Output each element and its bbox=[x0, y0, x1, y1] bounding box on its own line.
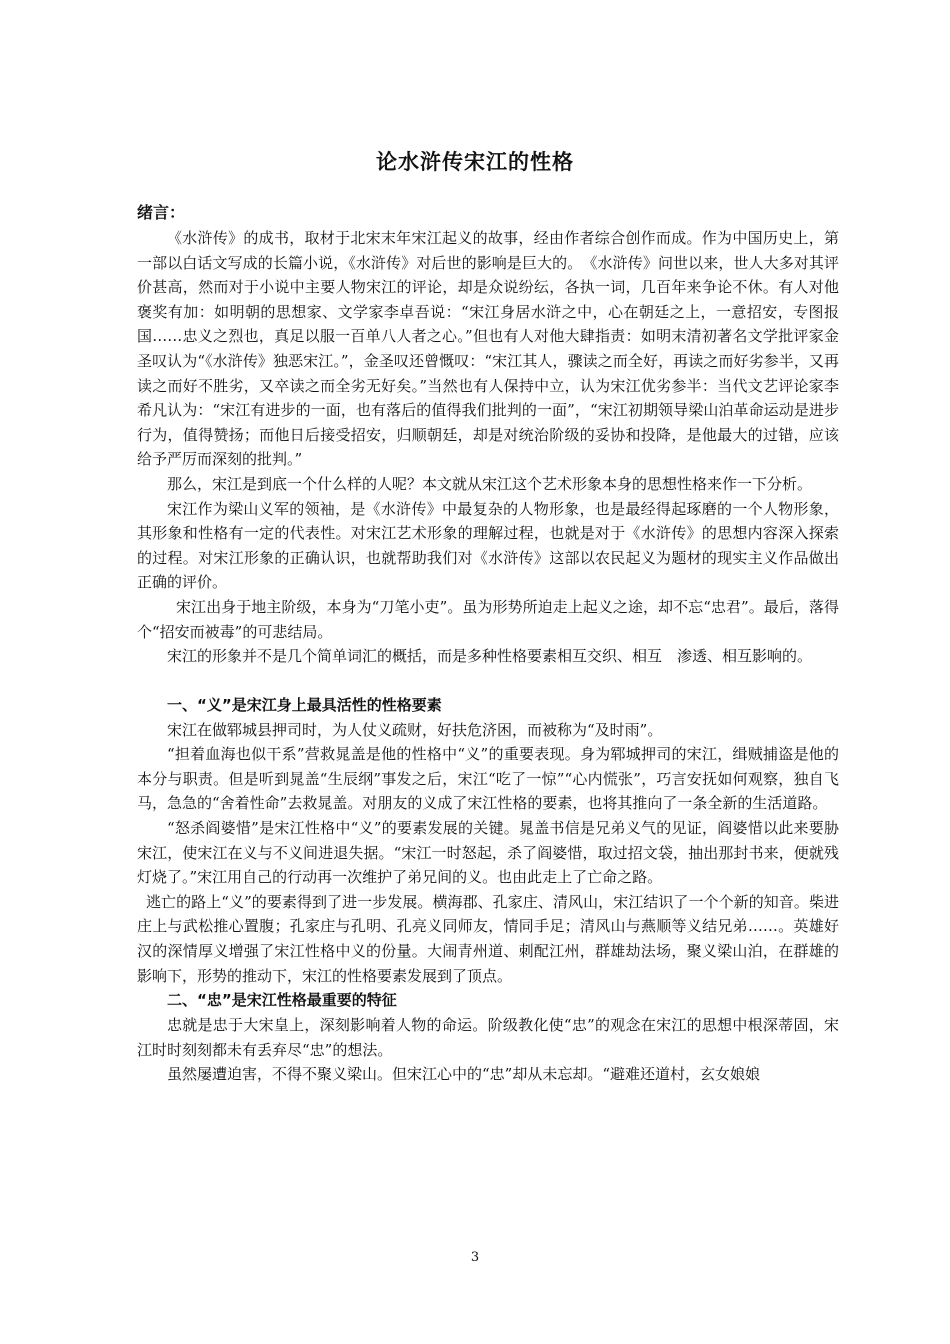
section-spacer bbox=[137, 669, 839, 693]
section-2-paragraph-2: 虽然屡遭迫害，不得不聚义梁山。但宋江心中的“忠”却从未忘却。“避难还道村，玄女娘娘 bbox=[167, 1065, 761, 1084]
intro-heading: 绪言： bbox=[137, 203, 186, 222]
section-1-paragraph-1: 宋江在做郓城县押司时，为人仗义疏财，好扶危济困，而被称为“及时雨”。 bbox=[167, 720, 663, 739]
intro-paragraph-3: 宋江作为梁山义军的领袖，是《水浒传》中最复杂的人物形象，也是最经得起琢磨的一个人物形象，其形象和性格有一定的代表性。对宋江艺术形象的理解过程，也就是对于《水浒传》的思想内容深入探索的过程。对宋江形象的正确认识，也就帮助我们对《水浒传》这部以农民起义为题材的现实主义作品做出正确的评价。 bbox=[137, 499, 839, 592]
document-body bbox=[137, 200, 839, 1087]
intro-paragraph-1: 《水浒传》的成书，取材于北宋末年宋江起义的故事，经由作者综合创作而成。作为中国历史上，第一部以白话文写成的长篇小说，《水浒传》对后世的影响是巨大的。 《水浒传》问世以来，世人大多对其评价甚高，然而对于小说中主要人物宋江的评论，却是众说纷纭，各执一词，几百年来争论不休。有人对他褒奖有加：如明朝的思想家、文学家李卓吾说：“宋江身居水浒之中，心在朝廷之上，一意招安，专图报国……忠义之烈也，真足以服一百单八人者之心。”但也有人对他大肆指责：如明末清初著名文学批评家金圣叹认为“《水浒传》独恶宋江。”，金圣叹还曾慨叹：“宋江其人，骤读之而全好，再读之而好劣参半，又再读之而好不胜劣，又卒读之而全劣无好矣。”当然也有人保持中立，认为宋江优劣参半：当代文艺评论家李希凡认为：“宋江有进步的一面，也有落后的值得我们批判的一面”，“宋江初期领导梁山泊革命运动是进步行为，值得赞扬；而他日后接受招安，归顺朝廷，却是对统治阶级的妥协和投降，是他最大的过错，应该给予严厉而深刻的批判。” bbox=[137, 229, 839, 469]
intro-paragraph-2: 那么，宋江是到底一个什么样的人呢？本文就从宋江这个艺术形象本身的思想性格来作一下分析。 bbox=[167, 474, 813, 493]
document-title: 论水浒传宋江的性格 bbox=[376, 150, 574, 174]
section-1-heading: 一、“义”是宋江身上最具活性的性格要素 bbox=[167, 695, 442, 714]
section-1-paragraph-4: 逃亡的路上“义”的要素得到了进一步发展。横海郡、孔家庄、清风山，宋江结识了一个个新的知音。柴进庄上与武松推心置腹；孔家庄与孔明、孔亮义同师友，情同手足；清风山与燕顺等义结兄弟……。英雄好汉的深情厚义增强了宋江性格中义的份量。大闹青州道、刺配江州，群雄劫法场，聚义梁山泊，在群雄的影响下，形势的推动下，宋江的性格要素发展到了顶点。 bbox=[137, 892, 839, 985]
section-2-paragraph-1: 忠就是忠于大宋皇上，深刻影响着人物的命运。阶级教化使“忠”的观念在宋江的思想中根深蒂固，宋江时时刻刻都未有丢弃尽“忠”的想法。 bbox=[137, 1016, 839, 1059]
page-number: 3 bbox=[470, 1250, 480, 1265]
intro-paragraph-4: 宋江出身于地主阶级，本身为“刀笔小吏”。虽为形势所迫走上起义之途，却不忘“忠君”。最后，落得个“招安而被毒”的可悲结局。 bbox=[137, 597, 839, 641]
section-1-paragraph-2: “担着血海也似干系”营救晁盖是他的性格中“义”的重要表现。身为郓城押司的宋江，缉贼捕盗是他的本分与职责。但是听到晁盖“生辰纲”事发之后，宋江“吃了一惊”“心内慌张”，巧言安抚如何观察，独自飞马，急急的“舍着性命”去救晁盖。对朋友的义成了宋江性格的要素，也将其推向了一条全新的生活道路。 bbox=[137, 745, 839, 813]
section-2-heading: 二、“忠”是宋江性格最重要的特征 bbox=[167, 991, 397, 1010]
intro-paragraph-5: 宋江的形象并不是几个简单词汇的概括，而是多种性格要素相互交织、相互 渗透、相互影响的。 bbox=[167, 647, 813, 666]
section-1-paragraph-3: “怒杀阎婆惜”是宋江性格中“义”的要素发展的关键。晁盖书信是兄弟义气的见证，阎婆惜以此来要胁宋江，使宋江在义与不义间进退失据。“宋江一时怒起，杀了阎婆惜，取过招文袋，抽出那封书来，便就残灯烧了。”宋江用自己的行动再一次维护了弟兄间的义。也由此走上了亡命之路。 bbox=[137, 819, 839, 887]
